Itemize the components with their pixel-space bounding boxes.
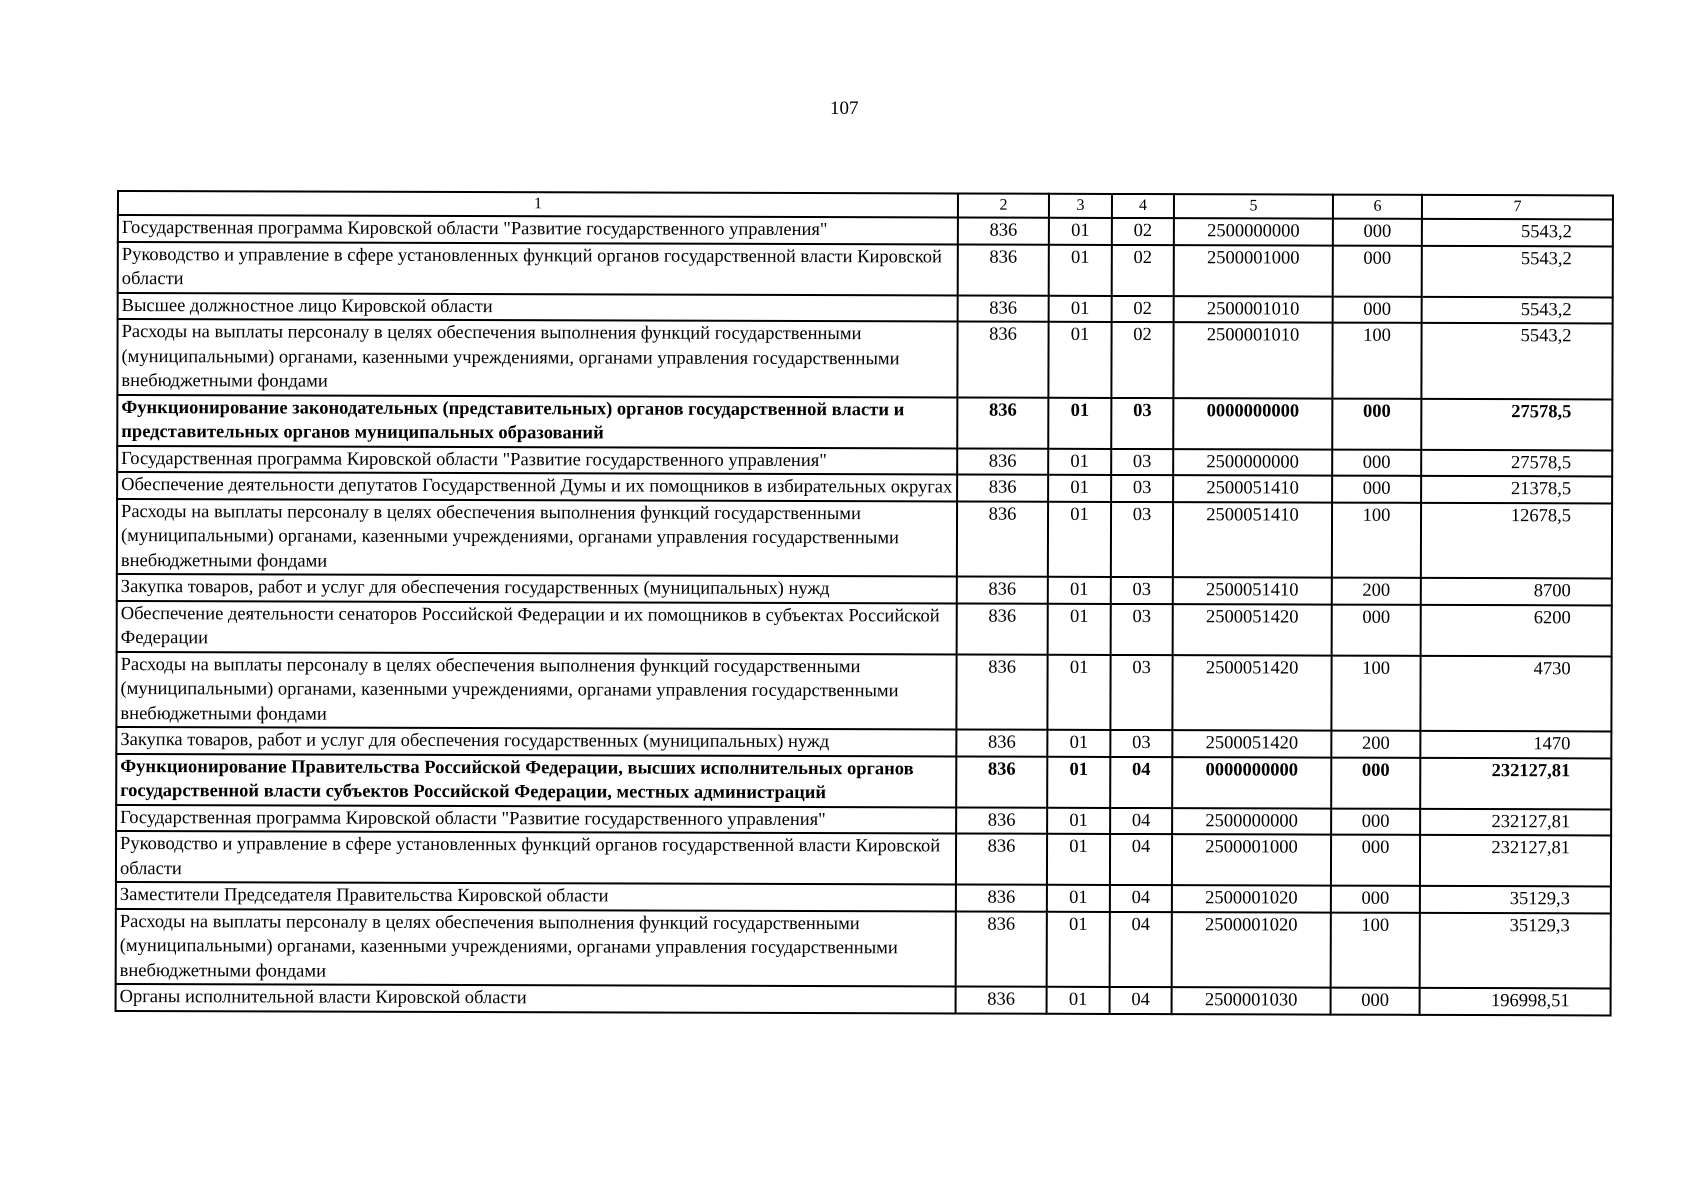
row-name-cell: Государственная программа Кировской области "Развитие государственного управления" bbox=[118, 215, 958, 244]
table-row bbox=[117, 601, 1612, 656]
subsection-cell: 03 bbox=[1111, 475, 1173, 502]
target-article-cell: 2500051420 bbox=[1172, 730, 1331, 757]
table-row bbox=[117, 319, 1612, 399]
amount-cell: 27578,5 bbox=[1421, 398, 1612, 450]
amount-cell: 4730 bbox=[1420, 655, 1611, 731]
amount-cell: 27578,5 bbox=[1421, 449, 1612, 476]
section-cell: 01 bbox=[1048, 397, 1111, 448]
expense-type-cell: 000 bbox=[1333, 296, 1422, 323]
target-article-cell: 2500051420 bbox=[1173, 604, 1332, 655]
code-cell: 836 bbox=[956, 884, 1047, 911]
column-header: 7 bbox=[1422, 195, 1613, 220]
expense-type-cell: 200 bbox=[1331, 731, 1420, 758]
code-cell: 836 bbox=[956, 986, 1047, 1013]
code-cell: 836 bbox=[957, 576, 1048, 603]
expense-type-cell: 000 bbox=[1331, 835, 1420, 886]
amount-cell: 232127,81 bbox=[1420, 808, 1611, 835]
target-article-cell: 2500001000 bbox=[1174, 245, 1333, 296]
section-cell: 01 bbox=[1048, 577, 1111, 604]
table-row bbox=[116, 908, 1611, 988]
target-article-cell: 2500000000 bbox=[1172, 808, 1331, 835]
expense-type-cell: 100 bbox=[1332, 323, 1421, 399]
budget-table bbox=[115, 190, 1614, 1016]
subsection-cell: 04 bbox=[1110, 834, 1172, 885]
subsection-cell: 03 bbox=[1111, 577, 1173, 604]
section-cell: 01 bbox=[1048, 322, 1111, 398]
section-cell: 01 bbox=[1048, 603, 1111, 654]
code-cell: 836 bbox=[956, 756, 1047, 807]
target-article-cell: 0000000000 bbox=[1173, 398, 1332, 449]
section-cell: 01 bbox=[1048, 475, 1111, 502]
section-cell: 01 bbox=[1047, 987, 1110, 1014]
table-row bbox=[116, 652, 1611, 732]
page-number: 107 bbox=[830, 98, 859, 119]
amount-cell: 35129,3 bbox=[1420, 912, 1611, 988]
code-cell: 836 bbox=[956, 654, 1047, 730]
section-cell: 01 bbox=[1047, 885, 1110, 912]
target-article-cell: 2500001030 bbox=[1172, 987, 1331, 1014]
code-cell: 836 bbox=[957, 501, 1048, 577]
target-article-cell: 2500001020 bbox=[1172, 885, 1331, 912]
code-cell: 836 bbox=[956, 911, 1047, 987]
target-article-cell: 2500051410 bbox=[1173, 475, 1332, 502]
section-cell: 01 bbox=[1047, 730, 1110, 757]
amount-cell: 5543,2 bbox=[1422, 296, 1613, 323]
amount-cell: 1470 bbox=[1420, 731, 1611, 758]
code-cell: 836 bbox=[957, 448, 1048, 475]
target-article-cell: 0000000000 bbox=[1172, 757, 1331, 808]
row-name-cell: Государственная программа Кировской области "Развитие государственного управления" bbox=[117, 446, 957, 475]
expense-type-cell: 000 bbox=[1332, 476, 1421, 503]
expense-type-cell: 100 bbox=[1331, 655, 1420, 731]
section-cell: 01 bbox=[1047, 807, 1110, 834]
code-cell: 836 bbox=[956, 807, 1047, 834]
code-cell: 836 bbox=[957, 397, 1048, 448]
row-name-cell: Функционирование Правительства Российской Федерации, высших исполнительных органов государственной власти субъектов Российской Федерации, местных администраций bbox=[116, 754, 956, 807]
subsection-cell: 03 bbox=[1111, 397, 1173, 448]
section-cell: 01 bbox=[1047, 911, 1110, 987]
expense-type-cell: 100 bbox=[1332, 502, 1421, 578]
section-cell: 01 bbox=[1048, 501, 1111, 577]
row-name-cell: Закупка товаров, работ и услуг для обеспечения государственных (муниципальных) нужд bbox=[117, 574, 957, 603]
subsection-cell: 04 bbox=[1110, 756, 1172, 807]
row-name-cell: Органы исполнительной власти Кировской области bbox=[116, 984, 956, 1013]
target-article-cell: 2500000000 bbox=[1173, 449, 1332, 476]
row-name-cell: Государственная программа Кировской области "Развитие государственного управления" bbox=[116, 805, 956, 834]
table-row bbox=[117, 499, 1612, 579]
target-article-cell: 2500001010 bbox=[1173, 322, 1332, 398]
amount-cell: 5543,2 bbox=[1422, 219, 1613, 246]
subsection-cell: 02 bbox=[1112, 218, 1174, 245]
row-name-cell: Закупка товаров, работ и услуг для обеспечения государственных (муниципальных) нужд bbox=[116, 727, 956, 756]
expense-type-cell: 000 bbox=[1331, 886, 1420, 913]
table-row bbox=[116, 984, 1611, 1015]
row-name-cell: Руководство и управление в сфере установленных функций органов государственной власти Кировской области bbox=[116, 831, 956, 884]
code-cell: 836 bbox=[958, 217, 1049, 244]
subsection-cell: 03 bbox=[1111, 501, 1173, 577]
code-cell: 836 bbox=[957, 321, 1048, 397]
subsection-cell: 04 bbox=[1110, 987, 1172, 1014]
code-cell: 836 bbox=[956, 833, 1047, 884]
amount-cell: 12678,5 bbox=[1421, 502, 1612, 578]
code-cell: 836 bbox=[958, 295, 1049, 322]
table-body bbox=[116, 215, 1613, 1015]
amount-cell: 232127,81 bbox=[1420, 757, 1611, 809]
subsection-cell: 04 bbox=[1110, 911, 1172, 987]
section-cell: 01 bbox=[1049, 295, 1112, 322]
table-row bbox=[116, 831, 1611, 886]
row-name-cell: Расходы на выплаты персоналу в целях обеспечения выполнения функций государственными (муниципальными) органами, казенными учреждениями, органами управления государственными внебюджетными фондами bbox=[116, 652, 956, 730]
amount-cell: 5543,2 bbox=[1421, 323, 1612, 399]
subsection-cell: 02 bbox=[1112, 244, 1174, 295]
target-article-cell: 2500001010 bbox=[1174, 296, 1333, 323]
target-article-cell: 2500000000 bbox=[1174, 218, 1333, 245]
row-name-cell: Заместители Председателя Правительства Кировской области bbox=[116, 882, 956, 911]
row-name-cell: Высшее должностное лицо Кировской области bbox=[118, 293, 958, 322]
section-cell: 01 bbox=[1049, 244, 1112, 295]
subsection-cell: 02 bbox=[1112, 295, 1174, 322]
section-cell: 01 bbox=[1048, 448, 1111, 475]
row-name-cell: Расходы на выплаты персоналу в целях обеспечения выполнения функций государственными (муниципальными) органами, казенными учреждениями, органами управления государственными внебюджетными фондами bbox=[116, 908, 956, 986]
amount-cell: 21378,5 bbox=[1421, 476, 1612, 503]
amount-cell: 6200 bbox=[1421, 604, 1612, 656]
amount-cell: 35129,3 bbox=[1420, 886, 1611, 913]
expense-type-cell: 000 bbox=[1332, 449, 1421, 476]
target-article-cell: 2500001020 bbox=[1172, 912, 1331, 988]
subsection-cell: 03 bbox=[1111, 448, 1173, 475]
target-article-cell: 2500051410 bbox=[1173, 577, 1332, 604]
section-cell: 01 bbox=[1047, 654, 1110, 730]
column-header: 1 bbox=[118, 191, 958, 217]
column-header: 4 bbox=[1112, 194, 1174, 218]
code-cell: 836 bbox=[958, 244, 1049, 295]
expense-type-cell: 000 bbox=[1333, 245, 1422, 296]
row-name-cell: Руководство и управление в сфере установленных функций органов государственной власти Кировской области bbox=[118, 242, 958, 295]
subsection-cell: 03 bbox=[1110, 730, 1172, 757]
subsection-cell: 04 bbox=[1110, 807, 1172, 834]
expense-type-cell: 000 bbox=[1331, 808, 1420, 835]
expense-type-cell: 200 bbox=[1332, 578, 1421, 605]
code-cell: 836 bbox=[957, 603, 1048, 654]
expense-type-cell: 000 bbox=[1333, 219, 1422, 246]
row-name-cell: Обеспечение деятельности депутатов Государственной Думы и их помощников в избирательных округах bbox=[117, 472, 957, 501]
column-header: 5 bbox=[1174, 194, 1333, 218]
row-name-cell: Функционирование законодательных (представительных) органов государственной власти и представительных органов муниципальных образований bbox=[117, 395, 957, 448]
target-article-cell: 2500051420 bbox=[1172, 655, 1331, 731]
column-header: 2 bbox=[958, 193, 1049, 217]
expense-type-cell: 100 bbox=[1331, 912, 1420, 988]
column-header: 3 bbox=[1049, 194, 1112, 218]
subsection-cell: 02 bbox=[1111, 322, 1173, 398]
table-row bbox=[117, 395, 1612, 450]
table-row bbox=[118, 242, 1613, 297]
row-name-cell: Обеспечение деятельности сенаторов Российской Федерации и их помощников в субъектах Российской Федерации bbox=[117, 601, 957, 654]
subsection-cell: 03 bbox=[1110, 654, 1172, 730]
amount-cell: 196998,51 bbox=[1420, 988, 1611, 1015]
code-cell: 836 bbox=[956, 729, 1047, 756]
expense-type-cell: 000 bbox=[1332, 604, 1421, 655]
section-cell: 01 bbox=[1047, 834, 1110, 885]
expense-type-cell: 000 bbox=[1331, 988, 1420, 1015]
amount-cell: 232127,81 bbox=[1420, 835, 1611, 887]
row-name-cell: Расходы на выплаты персоналу в целях обеспечения выполнения функций государственными (муниципальными) органами, казенными учреждениями, органами управления государственными внебюджетными фондами bbox=[117, 499, 957, 577]
row-name-cell: Расходы на выплаты персоналу в целях обеспечения выполнения функций государственными (муниципальными) органами, казенными учреждениями, органами управления государственными внебюджетными фондами bbox=[117, 319, 957, 397]
expense-type-cell: 000 bbox=[1331, 757, 1420, 808]
amount-cell: 8700 bbox=[1421, 578, 1612, 605]
code-cell: 836 bbox=[957, 474, 1048, 501]
table-row bbox=[116, 754, 1611, 809]
target-article-cell: 2500001000 bbox=[1172, 834, 1331, 885]
subsection-cell: 03 bbox=[1111, 603, 1173, 654]
amount-cell: 5543,2 bbox=[1422, 245, 1613, 297]
target-article-cell: 2500051410 bbox=[1173, 502, 1332, 578]
expense-type-cell: 000 bbox=[1332, 398, 1421, 449]
subsection-cell: 04 bbox=[1110, 885, 1172, 912]
column-header: 6 bbox=[1333, 195, 1422, 219]
section-cell: 01 bbox=[1047, 756, 1110, 807]
section-cell: 01 bbox=[1049, 218, 1112, 245]
